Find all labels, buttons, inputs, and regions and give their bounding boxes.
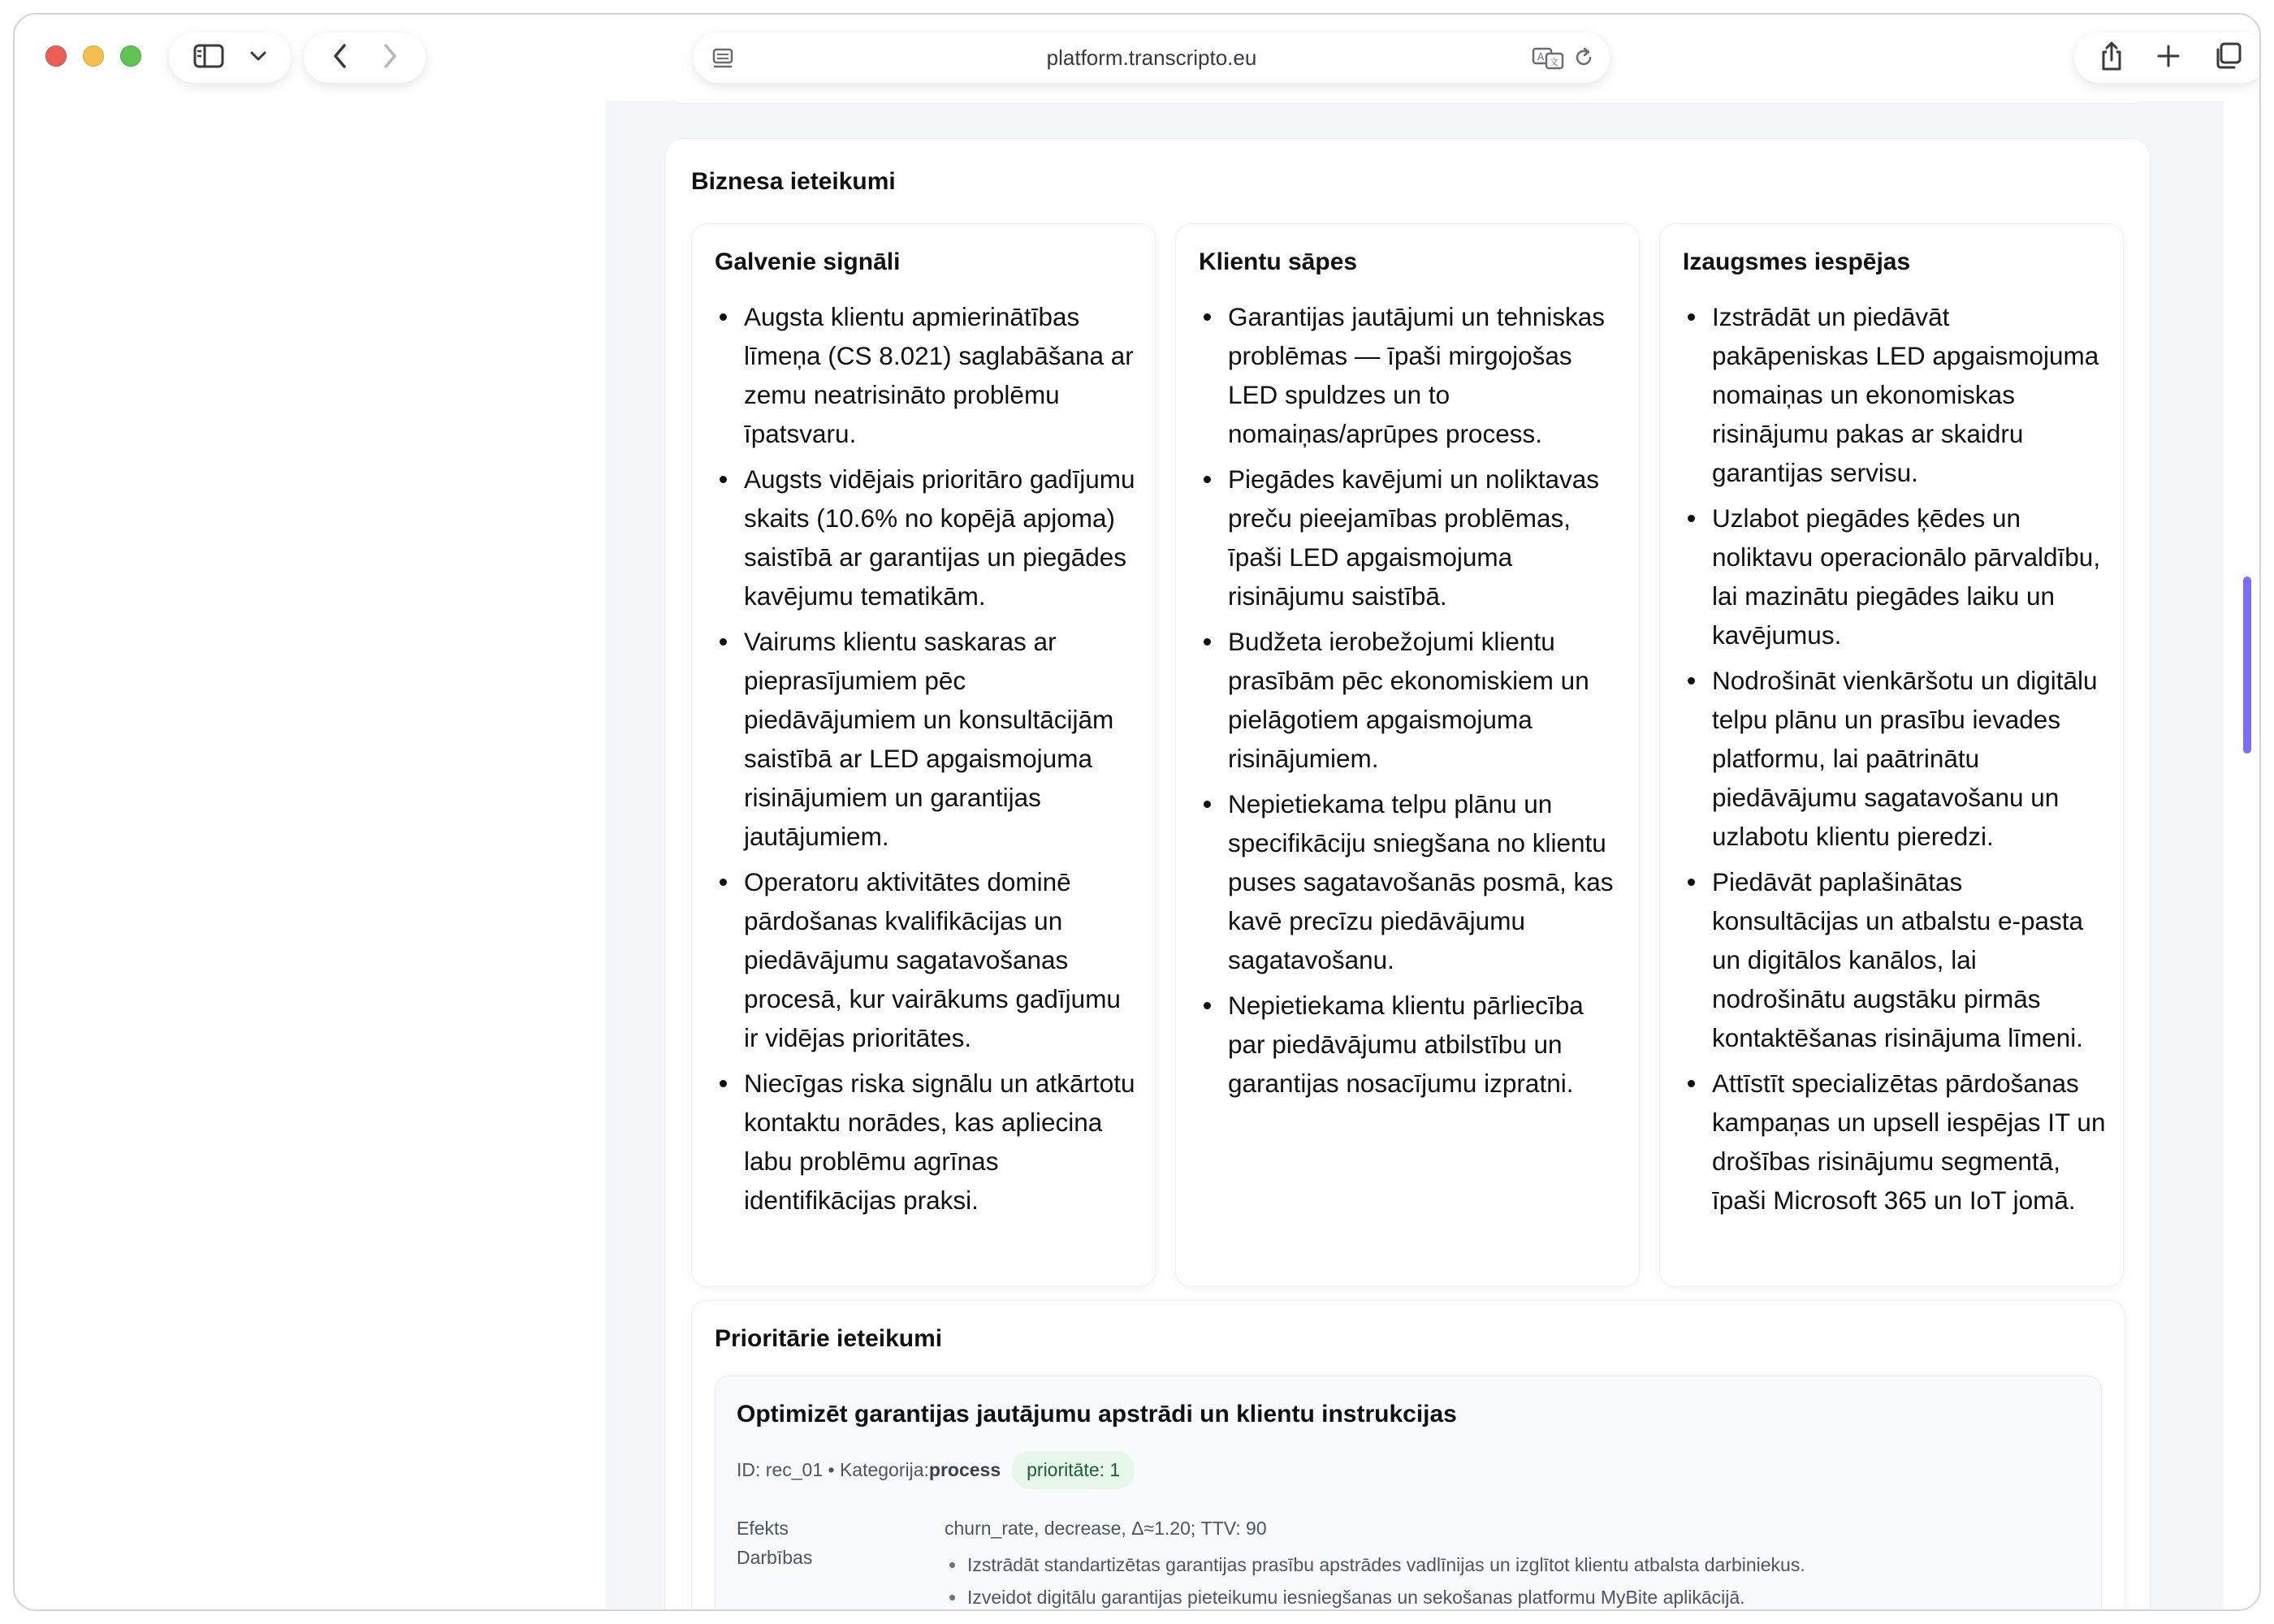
sidebar-icon[interactable] [192, 43, 225, 73]
list-item: Garantijas jautājumi un tehniskas problēmas — īpaši mirgojošas LED spuldzes un to nomaiņas/aprūpes process. [1199, 297, 1626, 453]
customer-pains-title: Klientu sāpes [1199, 248, 1358, 275]
actions-label: Darbības [737, 1547, 813, 1568]
recommendation-meta [737, 1451, 1135, 1489]
customer-pains-card [1175, 223, 1640, 1287]
forward-icon[interactable] [382, 43, 398, 73]
key-signals-card [691, 223, 1156, 1287]
page-content [606, 101, 2224, 1611]
reload-icon[interactable] [1572, 46, 1595, 73]
key-signals-list [715, 297, 1142, 1226]
previous-card-edge [664, 101, 2151, 104]
zoom-window-button[interactable] [120, 45, 141, 67]
address-bar[interactable] [694, 32, 1610, 83]
close-window-button[interactable] [45, 45, 67, 67]
url-text[interactable]: platform.transcripto.eu [1046, 45, 1257, 70]
reader-icon[interactable] [711, 47, 734, 74]
share-icon[interactable] [2099, 41, 2124, 76]
business-insights-panel [664, 138, 2151, 1611]
list-item: Nodrošināt vienkāršotu un digitālu telpu plānu un prasību ievades platformu, lai paātrinātu piedāvājumu sagatavošanu un uzlabotu klientu pieredzi. [1683, 661, 2110, 856]
translate-icon[interactable] [1532, 45, 1564, 74]
list-item: Budžeta ierobežojumi klientu prasībām pēc ekonomiskiem un pielāgotiem apgaismojuma risinājumiem. [1199, 622, 1626, 778]
recommendation-category: process [928, 1459, 1001, 1480]
growth-opportunities-card [1659, 223, 2124, 1287]
list-item: Attīstīt specializētas pārdošanas kampaņas un upsell iespējas IT un drošības risinājumu segmentā, īpaši Microsoft 365 un IoT jomā. [1683, 1064, 2110, 1220]
growth-opportunities-list [1683, 297, 2110, 1226]
list-item: Augsta klientu apmierinātības līmeņa (CS 8.021) saglabāšana ar zemu neatrisināto problēmu īpatsvaru. [715, 297, 1142, 453]
effect-label: Efekts [737, 1518, 789, 1539]
key-signals-title: Galvenie signāli [715, 248, 901, 275]
effect-value: churn_rate, decrease, Δ≈1.20; TTV: 90 [945, 1518, 1267, 1539]
svg-text:文: 文 [1550, 57, 1559, 67]
growth-opportunities-title: Izaugsmes iespējas [1683, 248, 1911, 275]
recommendation-title: Optimizēt garantijas jautājumu apstrādi un klientu instrukcijas [737, 1401, 1457, 1427]
minimize-window-button[interactable] [83, 45, 104, 67]
list-item: Augsts vidējais prioritāro gadījumu skaits (10.6% no kopējā apjoma) saistībā ar garantijas un piegādes kavējumu tematikām. [715, 460, 1142, 615]
list-item: Operatoru aktivitātes dominē pārdošanas kvalifikācijas un piedāvājumu sagatavošanas procesā, kur vairākums gadījumu ir vidējas prioritātes. [715, 862, 1142, 1057]
list-item: Nepietiekama klientu pārliecība par piedāvājumu atbilstību un garantijas nosacījumu izpratni. [1199, 986, 1626, 1103]
priority-badge: prioritāte: 1 [1012, 1451, 1135, 1489]
list-item: Izstrādāt standartizētas garantijas prasību apstrādes vadlīnijas un izglītot klientu atbalsta darbiniekus. [945, 1550, 2082, 1579]
navigation-group [304, 32, 426, 83]
recommendation-id: ID: rec_01 • Kategorija: [737, 1459, 929, 1480]
priority-recommendations-title: Prioritārie ieteikumi [715, 1325, 943, 1352]
list-item: Niecīgas riska signālu un atkārtotu kontaktu norādes, kas apliecina labu problēmu agrīnas identifikācijas praksi. [715, 1064, 1142, 1220]
sidebar-toggle-group [169, 32, 291, 83]
list-item: Uzlabot piegādes ķēdes un noliktavu operacionālo pārvaldību, lai mazinātu piegādes laiku un kavējumus. [1683, 499, 2110, 654]
chevron-down-icon[interactable] [249, 50, 267, 66]
customer-pains-list [1199, 297, 1626, 1109]
scrollbar-thumb[interactable] [2243, 577, 2251, 754]
list-item: Izstrādāt un piedāvāt pakāpeniskas LED apgaismojuma nomaiņas un ekonomiskas risinājumu pakas ar skaidru garantijas servisu. [1683, 297, 2110, 492]
toolbar-actions [2074, 32, 2261, 83]
insights-title: Biznesa ieteikumi [691, 168, 896, 195]
tabs-overview-icon[interactable] [2213, 41, 2242, 75]
new-tab-icon[interactable] [2155, 43, 2181, 73]
list-item: Nepietiekama telpu plānu un specifikāciju sniegšana no klientu puses sagatavošanās posmā, kas kavē precīzu piedāvājumu sagatavošanu. [1199, 784, 1626, 979]
back-icon[interactable] [332, 43, 348, 73]
priority-recommendations-section [691, 1300, 2125, 1611]
right-gutter [2224, 101, 2261, 1611]
list-item: Vairums klientu saskaras ar pieprasījumiem pēc piedāvājumiem un konsultācijām saistībā ar LED apgaismojuma risinājumiem un garantijas jautājumiem. [715, 622, 1142, 856]
recommendation-card [715, 1376, 2102, 1611]
svg-text:A: A [1537, 51, 1545, 63]
list-item: Piedāvāt paplašinātas konsultācijas un atbalstu e-pasta un digitālos kanālos, lai nodrošinātu augstāku pirmās kontaktēšanas risinājuma līmeni. [1683, 862, 2110, 1057]
browser-window [13, 13, 2261, 1611]
list-item: Piegādes kavējumi un noliktavas preču pieejamības problēmas, īpaši LED apgaismojuma risinājumu saistībā. [1199, 460, 1626, 615]
actions-list [945, 1550, 2082, 1611]
blank-left-pane [15, 101, 606, 1611]
browser-toolbar [15, 15, 2259, 101]
list-item: Izveidot digitālu garantijas pieteikumu iesniegšanas un sekošanas platformu MyBite aplikācijā. [945, 1583, 2082, 1611]
